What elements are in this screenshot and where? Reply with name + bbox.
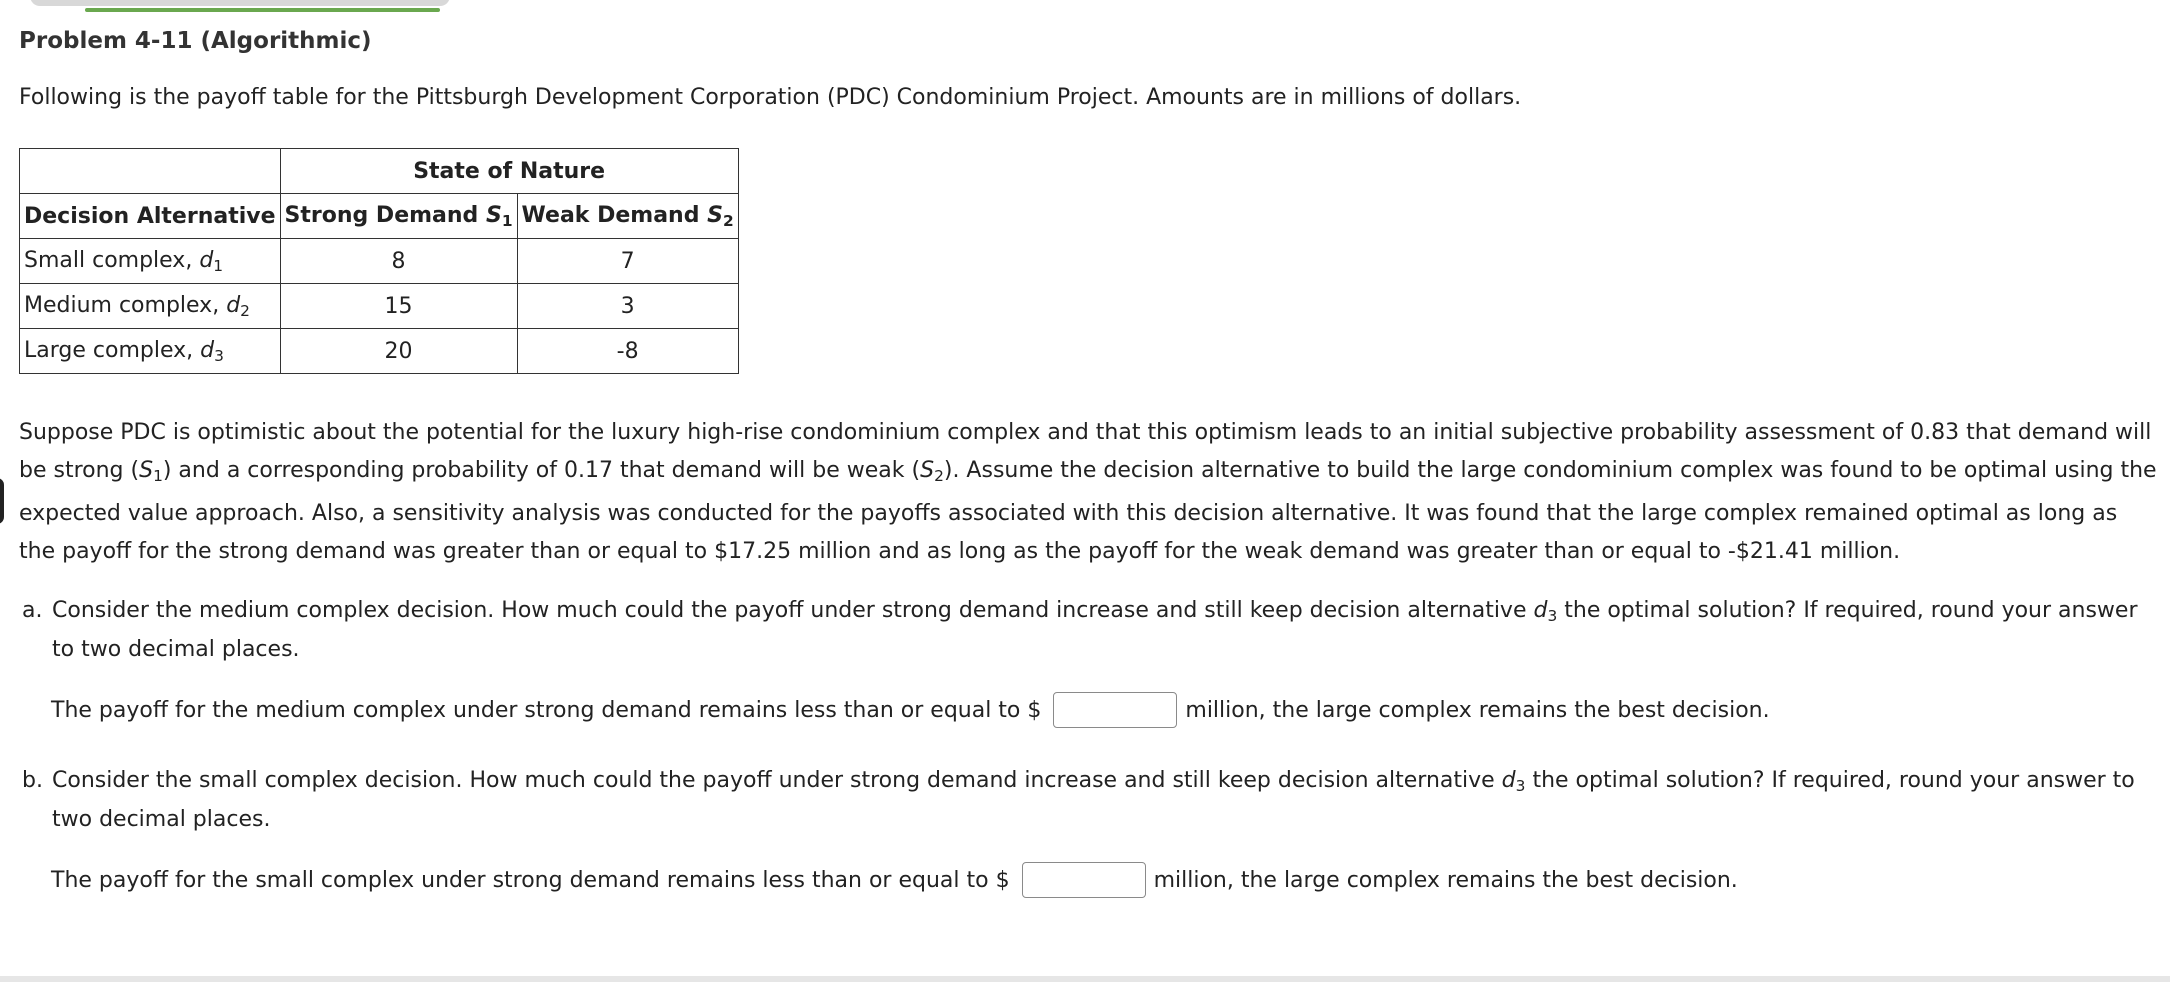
decision-alternative-header: Decision Alternative: [20, 194, 281, 239]
row-subscript: 3: [214, 346, 224, 365]
answer-b-suffix: million, the large complex remains the best decision.: [1153, 867, 1738, 893]
scenario-s2-subscript: 2: [934, 467, 944, 485]
question-b-letter: b.: [22, 768, 43, 793]
row-symbol: d: [199, 247, 214, 273]
strong-demand-symbol: S: [485, 202, 502, 228]
payoff-table: [19, 148, 739, 374]
weak-demand-header: [517, 194, 738, 239]
top-tab-shadow: [30, 0, 450, 6]
question-b-symbol: d: [1501, 768, 1516, 793]
weak-demand-label: Weak Demand: [521, 202, 700, 228]
table-header-row-group: [20, 149, 739, 194]
weak-demand-symbol: S: [707, 202, 723, 228]
row-label-small: [20, 239, 281, 284]
row-symbol: d: [200, 337, 215, 363]
question-a-symbol: d: [1533, 598, 1548, 623]
row-label-text: Small complex,: [24, 247, 193, 273]
row-subscript: 1: [213, 256, 224, 275]
row-label-text: Large complex,: [24, 337, 194, 363]
row-label-large: [20, 329, 281, 374]
answer-line-a: [51, 692, 1770, 728]
state-of-nature-header: State of Nature: [280, 149, 738, 194]
left-edge-marker: [0, 478, 4, 524]
problem-intro: Following is the payoff table for the Pittsburgh Development Corporation (PDC) Condominium Project. Amounts are in millions of dollars.: [19, 85, 1522, 110]
row-label-text: Medium complex,: [24, 292, 220, 318]
scenario-s2-symbol: S: [920, 458, 935, 483]
row-subscript: 2: [240, 301, 250, 320]
scenario-s1-subscript: 1: [153, 467, 163, 485]
bottom-divider: [0, 976, 2170, 982]
answer-a-prefix: The payoff for the medium complex under strong demand remains less than or equal to $: [51, 697, 1042, 723]
answer-a-input[interactable]: [1053, 692, 1177, 728]
question-a-subscript: 3: [1547, 607, 1558, 625]
question-a-text: [22, 594, 2157, 666]
question-a-letter: a.: [22, 598, 43, 623]
cell-small-weak: 7: [517, 239, 738, 284]
question-a-text-2: the optimal solution? If required, round your answer to two decimal places.: [52, 598, 2138, 662]
row-symbol: d: [226, 292, 241, 318]
question-b-subscript: 3: [1515, 777, 1526, 795]
scenario-text-2: ) and a corresponding probability of 0.17 that demand will be weak (: [162, 458, 921, 483]
table-row: [20, 239, 739, 284]
top-tab-progress-accent: [85, 8, 440, 12]
cell-large-weak: -8: [517, 329, 738, 374]
table-row: [20, 329, 739, 374]
cell-medium-strong: 15: [280, 284, 517, 329]
problem-title: Problem 4-11 (Algorithmic): [19, 28, 372, 54]
weak-demand-subscript: 2: [722, 211, 734, 230]
question-b-text: [22, 764, 2157, 836]
empty-header-cell: [20, 149, 281, 194]
answer-a-suffix: million, the large complex remains the best decision.: [1185, 697, 1770, 723]
answer-b-prefix: The payoff for the small complex under strong demand remains less than or equal to $: [51, 867, 1010, 893]
question-b-text-1: Consider the small complex decision. How much could the payoff under strong demand increase and still keep decision alternative: [52, 768, 1495, 793]
cell-small-strong: 8: [280, 239, 517, 284]
cell-large-strong: 20: [280, 329, 517, 374]
question-a-text-1: Consider the medium complex decision. How much could the payoff under strong demand increase and still keep decision alternative: [52, 598, 1527, 623]
question-a: [22, 594, 2157, 666]
answer-b-input[interactable]: [1022, 862, 1146, 898]
table-row: [20, 284, 739, 329]
row-label-medium: [20, 284, 281, 329]
strong-demand-subscript: 1: [501, 211, 513, 230]
cell-medium-weak: 3: [517, 284, 738, 329]
question-b-text-2: the optimal solution? If required, round your answer to two decimal places.: [52, 768, 2135, 832]
scenario-text-3: ). Assume the decision alternative to build the large condominium complex was found to be optimal using the expected value approach. Also, a sensitivity analysis was conducted for the payoffs associated with this decision alternative. It was found that the large complex remained optimal as long as the payoff for the strong demand was greater than or equal to $17.25 million and as long as the payoff for the weak demand was greater than or equal to -$21.41 million.: [19, 458, 2157, 564]
scenario-text-1: Suppose PDC is optimistic about the potential for the luxury high-rise condominium complex and that this optimism leads to an initial subjective probability assessment of 0.83 that demand will be strong (: [19, 420, 2152, 483]
answer-line-b: [51, 862, 1738, 898]
strong-demand-header: [280, 194, 517, 239]
strong-demand-label: Strong Demand: [284, 202, 479, 228]
scenario-paragraph: [19, 414, 2159, 571]
table-header-row: [20, 194, 739, 239]
scenario-s1-symbol: S: [139, 458, 154, 483]
question-b: [22, 764, 2157, 836]
